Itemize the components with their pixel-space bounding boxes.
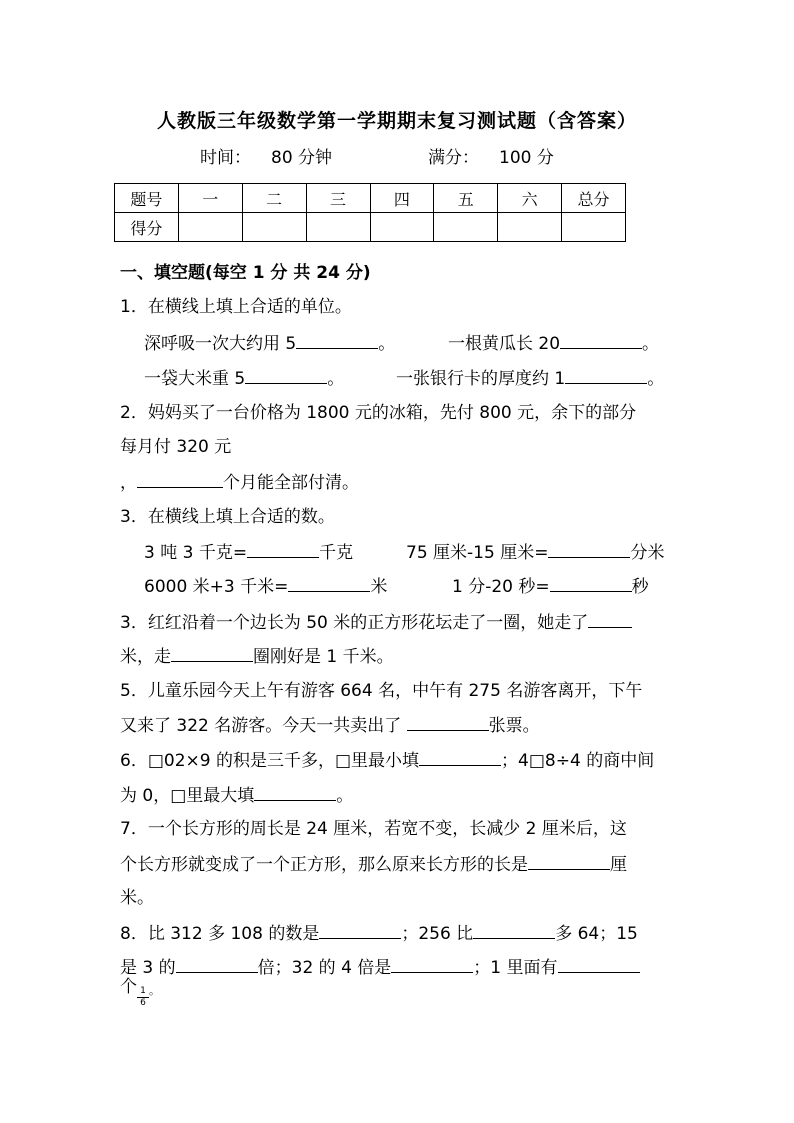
q3-a2-unit: 分米 <box>630 543 665 563</box>
q4-line2-post: 圈刚好是 1 千米。 <box>253 647 394 667</box>
time-value: 80 分钟 <box>271 148 333 168</box>
answer-blank[interactable] <box>588 611 632 628</box>
q3-b1-text: 6000 米+3 千米= <box>144 577 289 597</box>
answer-blank[interactable] <box>254 784 336 801</box>
q4-line-2 <box>120 645 394 668</box>
page-title: 人教版三年级数学第一学期期末复习测试题（含答案） <box>156 110 637 132</box>
q2-line-3 <box>120 471 359 494</box>
q3-a1-text: 3 吨 3 千克= <box>144 543 248 563</box>
answer-blank[interactable] <box>247 541 319 558</box>
score-cell[interactable] <box>370 213 434 242</box>
q3-stem: 3．在横线上填上合适的数。 <box>120 507 335 527</box>
q8-line-3 <box>120 976 137 998</box>
q8-line3-text: 个 <box>120 977 137 997</box>
time-info <box>200 143 332 168</box>
time-label: 时间： <box>200 148 251 168</box>
score-info <box>428 143 554 168</box>
q8-line2-pre: 是 3 的 <box>120 958 176 978</box>
fraction-numerator: 1 <box>137 986 149 998</box>
answer-blank[interactable] <box>419 749 501 766</box>
score-table-score-row <box>115 213 626 242</box>
q2-line3-post: 个月能全部付清。 <box>223 473 359 493</box>
score-header-cell: 二 <box>242 184 306 213</box>
score-value: 100 分 <box>499 148 554 168</box>
q1-line-a2 <box>448 332 659 355</box>
score-cell[interactable] <box>242 213 306 242</box>
q3-b2-unit: 秒 <box>631 577 649 597</box>
q3-line-a2 <box>406 541 664 564</box>
q3-line-a1 <box>144 541 353 564</box>
score-cell[interactable] <box>562 213 626 242</box>
q6-line2-pre: 为 0，□里最大填 <box>120 786 255 806</box>
answer-blank[interactable] <box>407 714 489 731</box>
q1-a1-end: 。 <box>378 334 396 354</box>
q1-line-b <box>144 367 344 390</box>
q5-line2-post: 张票。 <box>488 716 540 736</box>
answer-blank[interactable] <box>558 956 640 973</box>
q1-b1-end: 。 <box>327 369 345 389</box>
q7-line-2 <box>120 853 627 876</box>
q7-line2-post: 厘 <box>610 855 627 875</box>
q5-line2-pre: 又来了 322 名游客。今天一共卖出了 <box>120 716 407 736</box>
score-row-label: 得分 <box>115 213 179 242</box>
score-header-cell: 题号 <box>115 184 179 213</box>
q1-b1-text: 一袋大米重 5 <box>144 369 246 389</box>
q7-line-3: 米。 <box>120 888 154 908</box>
score-header-cell: 一 <box>178 184 242 213</box>
answer-blank[interactable] <box>528 853 610 870</box>
answer-blank[interactable] <box>319 922 401 939</box>
q1-b2-text: 一张银行卡的厚度约 1 <box>396 369 566 389</box>
fraction-one-sixth <box>137 986 149 1009</box>
q2-line-2: 每月付 320 元 <box>120 437 232 457</box>
q1-a2-end: 。 <box>642 334 660 354</box>
q4-line2-pre: 米，走 <box>120 647 171 667</box>
q7-line2-pre: 个长方形就变成了一个正方形，那么原来长方形的长是 <box>120 855 528 875</box>
answer-blank[interactable] <box>288 575 370 592</box>
answer-blank[interactable] <box>176 956 258 973</box>
q1-line-b2 <box>396 367 664 390</box>
q3-line-b2 <box>452 575 649 598</box>
score-label: 满分： <box>428 148 479 168</box>
q6-line2-post: 。 <box>336 786 354 806</box>
answer-blank[interactable] <box>548 541 630 558</box>
q6-line1-pre: 6．□02×9 的积是三千多，□里最小填 <box>120 751 420 771</box>
q7-line-1: 7．一个长方形的周长是 24 厘米，若宽不变，长减少 2 厘米后，这 <box>120 819 627 839</box>
q4-line1-text: 3．红红沿着一个边长为 50 米的正方形花坛走了一圈，她走了 <box>120 613 589 633</box>
score-header-cell: 五 <box>434 184 498 213</box>
q6-line1-post: ；4□8÷4 的商中间 <box>501 751 655 771</box>
q4-line-1 <box>120 611 632 634</box>
q2-line-1: 2．妈妈买了一台价格为 1800 元的冰箱，先付 800 元，余下的部分 <box>120 403 637 423</box>
q1-a2-text: 一根黄瓜长 20 <box>448 334 561 354</box>
q1-stem: 1．在横线上填上合适的单位。 <box>120 297 352 317</box>
q3-line-b1 <box>144 575 387 598</box>
q8-line-2 <box>120 956 640 979</box>
score-table <box>114 183 626 242</box>
q8-line2-mid1: 倍；32 的 4 倍是 <box>257 958 392 978</box>
answer-blank[interactable] <box>391 956 473 973</box>
q3-b1-unit: 米 <box>370 577 388 597</box>
section-1-title: 一、填空题(每空 1 分 共 24 分) <box>120 263 371 283</box>
score-table-header-row <box>115 184 626 213</box>
q8-line-1 <box>120 922 638 945</box>
score-cell[interactable] <box>498 213 562 242</box>
score-header-cell: 六 <box>498 184 562 213</box>
answer-blank[interactable] <box>550 575 632 592</box>
q8-line1-pre: 8．比 312 多 108 的数是 <box>120 924 320 944</box>
q1-line-a <box>144 332 395 355</box>
score-header-cell: 四 <box>370 184 434 213</box>
answer-blank[interactable] <box>137 471 223 488</box>
q5-line-1: 5．儿童乐园今天上午有游客 664 名，中午有 275 名游客离开，下午 <box>120 681 643 701</box>
q8-line2-mid2: ；1 里面有 <box>473 958 558 978</box>
answer-blank[interactable] <box>171 645 253 662</box>
score-header-cell: 三 <box>306 184 370 213</box>
q3-a1-unit: 千克 <box>319 543 354 563</box>
score-cell[interactable] <box>178 213 242 242</box>
answer-blank[interactable] <box>560 332 642 349</box>
q2-line3-pre: ， <box>120 473 137 493</box>
q1-a1-text: 深呼吸一次大约用 5 <box>144 334 297 354</box>
q6-line-2 <box>120 784 353 807</box>
answer-blank[interactable] <box>296 332 378 349</box>
answer-blank[interactable] <box>473 922 555 939</box>
q3-a2-text: 75 厘米-15 厘米= <box>406 543 549 563</box>
answer-blank[interactable] <box>245 367 327 384</box>
q8-line1-post: 多 64；15 <box>555 924 638 944</box>
fraction-denominator: 6 <box>140 998 146 1008</box>
q5-line-2 <box>120 714 540 737</box>
score-cell[interactable] <box>434 213 498 242</box>
q8-line3-end: 。 <box>149 984 160 997</box>
score-cell[interactable] <box>306 213 370 242</box>
answer-blank[interactable] <box>565 367 647 384</box>
q8-line1-mid: ；256 比 <box>401 924 474 944</box>
q1-b2-end: 。 <box>647 369 665 389</box>
q6-line-1 <box>120 749 654 772</box>
q3-b2-text: 1 分-20 秒= <box>452 577 550 597</box>
score-header-cell: 总分 <box>562 184 626 213</box>
